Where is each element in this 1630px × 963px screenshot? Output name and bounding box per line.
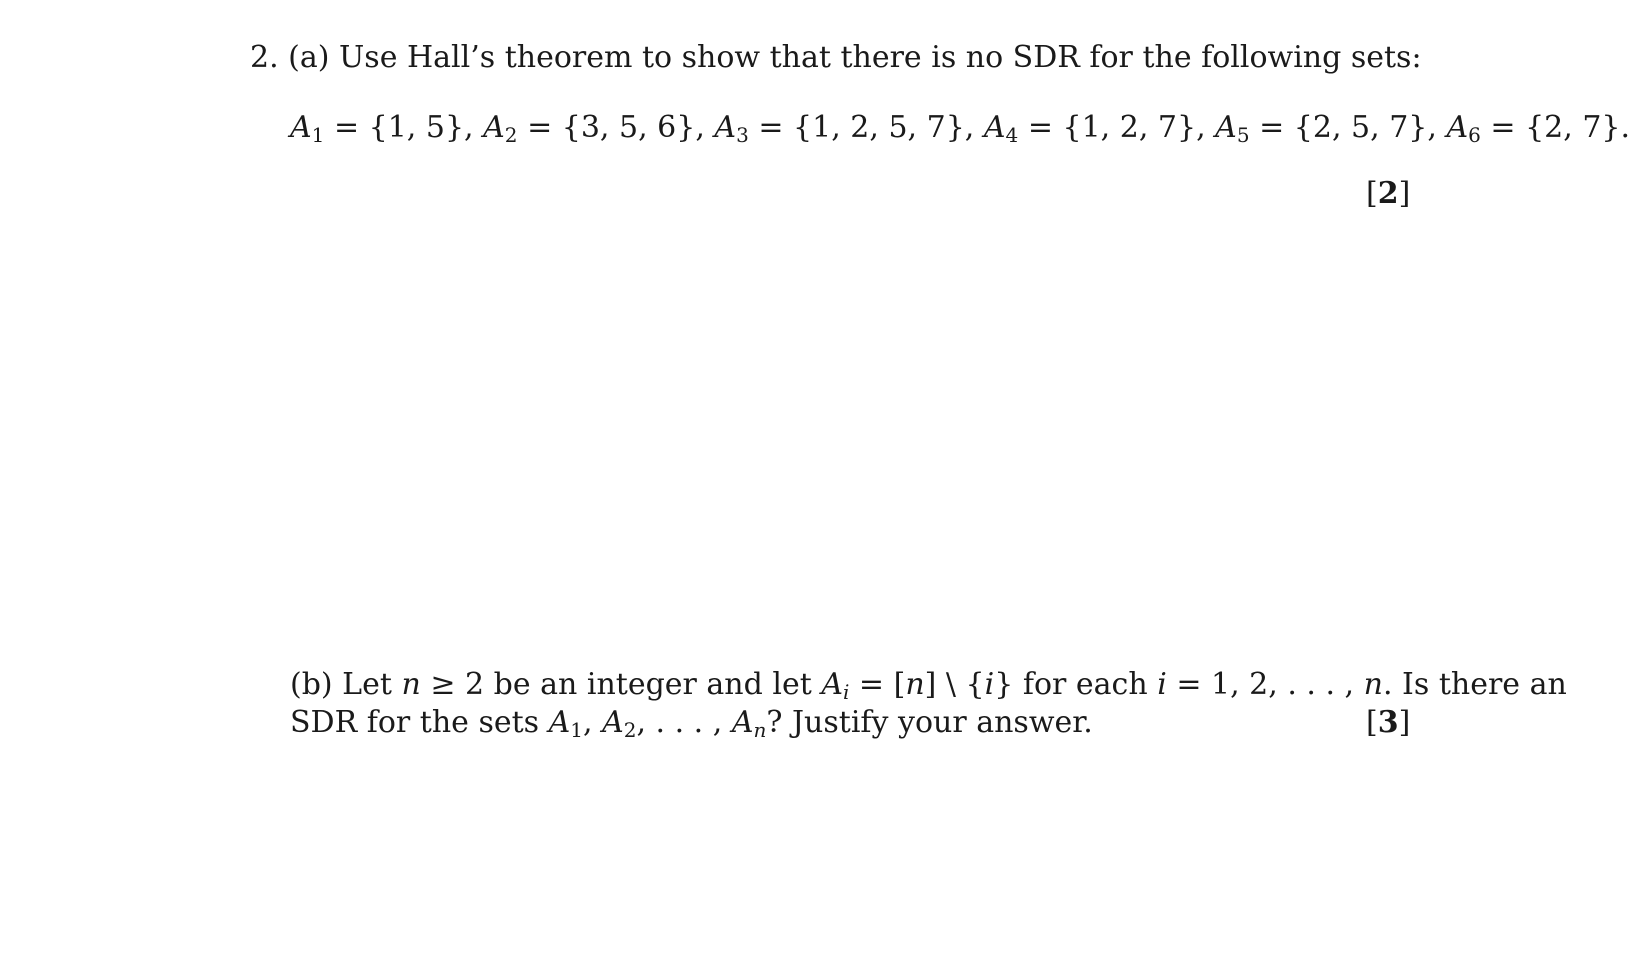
set-a3: $A_3 = \{1$, 2, 5, 7} xyxy=(714,110,965,147)
part-a-label: (a) xyxy=(288,40,330,75)
part-a-marks: [2] xyxy=(1366,176,1411,211)
question-number: 2. xyxy=(250,40,279,75)
sets-list: $A_1 = \{1$, 5}, $A_2 = \{3$, 5, 6}, $A_3 = \{1$, 2, 5, 7}, $A_4 = \{1$, 2, 7}, $A_5 = \{2$, 5, 7}, $A_6 = \{2$, 7}. xyxy=(290,110,1630,147)
part-b-label: (b) xyxy=(290,667,333,702)
part-b-line-1: (b) Let n ≥ 2 be an integer and let $A_i = [n]$ \ {i} for each i = 1, 2, . . . , n. Is there an xyxy=(290,667,1567,704)
set-a1: $A_1 = \{1$, 5} xyxy=(290,110,465,147)
question-2-part-a-instruction xyxy=(250,40,1422,76)
set-a5: $A_5 = \{2$, 5, 7} xyxy=(1215,110,1428,147)
set-a2: $A_2 = \{3$, 5, 6} xyxy=(483,110,696,147)
set-a4: $A_4 = \{1$, 2, 7} xyxy=(983,110,1197,147)
set-a6: $A_6 = \{2$, 7} xyxy=(1446,110,1621,147)
part-b-line-2: SDR for the sets $A_1$, $A_2$, . . . , $A_n$? Justify your answer. xyxy=(290,705,1093,742)
part-b-marks: [3] xyxy=(1366,705,1411,740)
part-a-instruction: Use Hall’s theorem to show that there is no SDR for the following sets: xyxy=(339,40,1422,75)
